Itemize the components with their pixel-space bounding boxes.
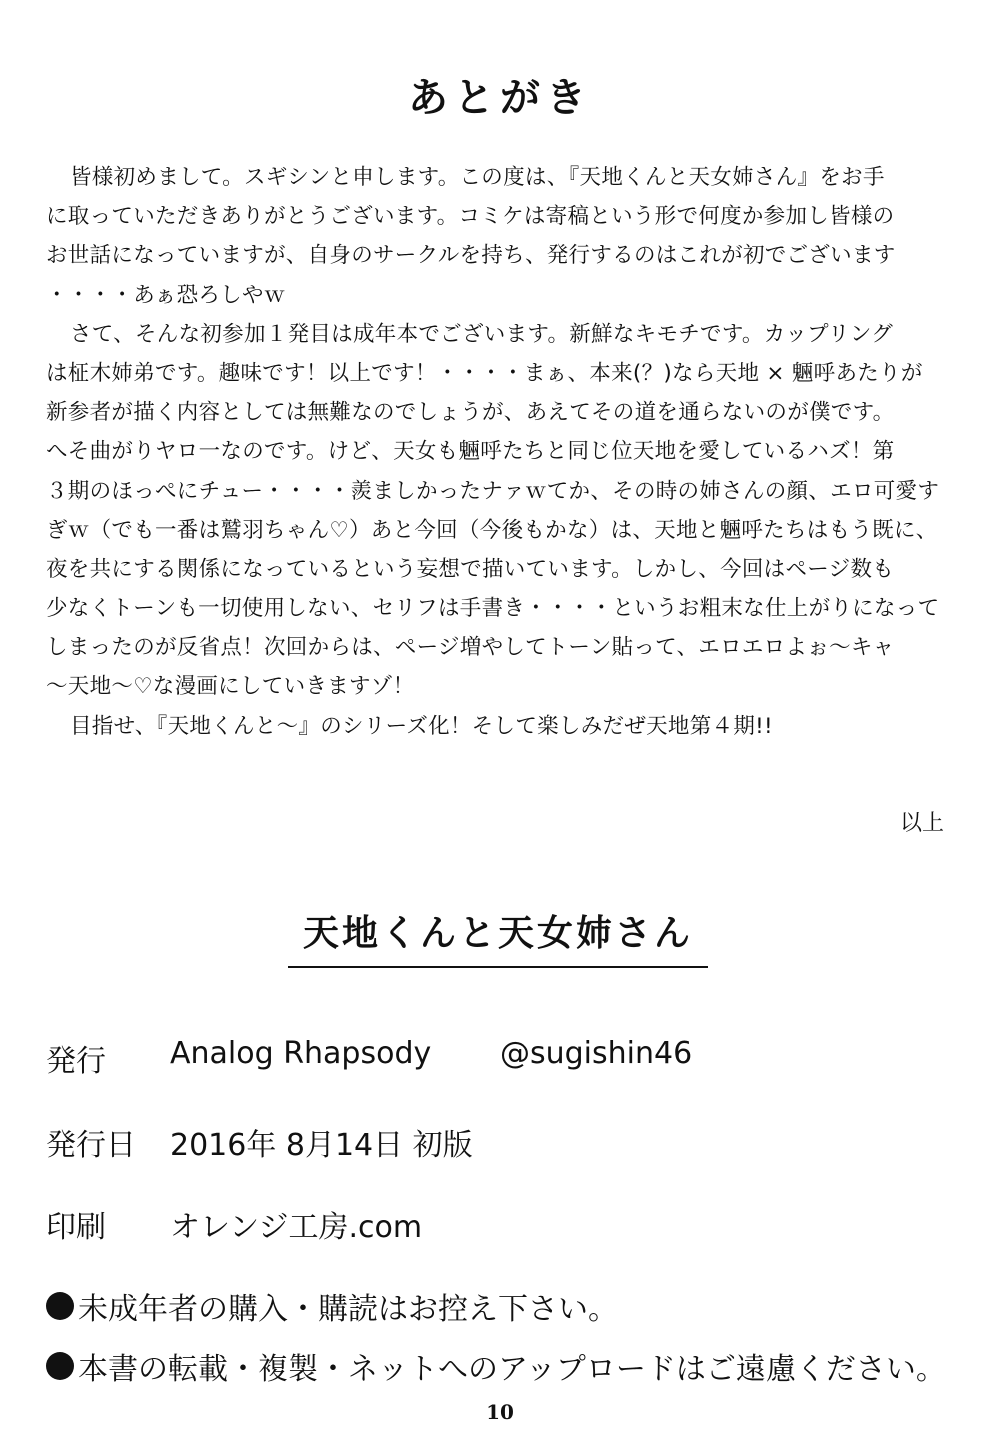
afterword-line: へそ曲がりヤロ一なのです。けど、天女も魎呼たちと同じ位天地を愛しているハズ！第 — [46, 439, 895, 465]
afterword-line: は柾木姉弟です。趣味です！以上です！・・・・まぁ、本来(？)なら天地 × 魎呼あたりが — [46, 360, 923, 386]
publisher-label: 発行 — [46, 1044, 106, 1079]
afterword-line: ぎｗ（でも一番は鷲羽ちゃん♡）あと今回（今後もかな）は、天地と魎呼たちはもう既に、 — [46, 517, 938, 543]
afterword-line: ３期のほっぺにチュー・・・・羨ましかったナァｗてか、その時の姉さんの顔、エロ可愛す — [46, 478, 940, 504]
afterword-line: 少なくトーンも一切使用しない、セリフは手書き・・・・というお粗末な仕上がりになって — [46, 596, 940, 622]
publisher-name: Analog Rhapsody — [170, 1036, 432, 1071]
bullet-icon — [46, 1292, 74, 1320]
afterword-line: ～天地～♡な漫画にしていきますゾ！ — [46, 674, 415, 700]
afterword-line: 皆様初めまして。スギシンと申します。この度は、『天地くんと天女姉さん』をお手 — [70, 165, 885, 190]
notice-text: 本書の転載・複製・ネットへのアップロードはご遠慮ください。 — [78, 1352, 946, 1387]
afterword-line: しまったのが反省点！次回からは、ページ増やしてトーン貼って、エロエロよぉ～キャ — [46, 635, 895, 661]
author-handle: @sugishin46 — [500, 1036, 693, 1071]
date-label: 発行日 — [46, 1128, 136, 1163]
publish-date: 2016年 8月14日 初版 — [170, 1128, 473, 1163]
afterword-line: 夜を共にする関係になっているという妄想で描いています。しかし、今回はページ数も — [46, 556, 895, 582]
afterword-line: お世話になっていますが、自身のサークルを持ち、発行するのはこれが初でございます — [46, 243, 896, 269]
afterword-title: あとがき — [408, 74, 592, 121]
afterword-line: ・・・・あぁ恐ろしやｗ — [46, 282, 286, 308]
notice-text: 未成年者の購入・購読はお控え下さい。 — [78, 1292, 618, 1327]
afterword-line: に取っていただきありがとうございます。コミケは寄稿という形で何度か参加し皆様の — [46, 204, 895, 230]
notice-copyright — [46, 1344, 946, 1388]
afterword-body — [46, 158, 956, 746]
page-number: 10 — [486, 1400, 514, 1424]
bullet-icon — [46, 1352, 74, 1380]
afterword-line: 新参者が描く内容としては無難なのでしょうが、あえてその道を通らないのが僕です。 — [46, 400, 895, 426]
afterword-line: 目指せ、『天地くんと～』のシリーズ化！そして楽しみだぜ天地第４期!! — [70, 713, 773, 739]
notice-age — [46, 1284, 618, 1328]
printer-name: オレンジ工房.com — [170, 1210, 423, 1245]
afterword-line: さて、そんな初参加１発目は成年本でございます。新鮮なキモチです。カップリング — [70, 321, 894, 347]
book-title: 天地くんと天女姉さん — [288, 905, 708, 968]
afterword-signoff: 以上 — [899, 811, 944, 836]
printer-label: 印刷 — [46, 1210, 106, 1245]
